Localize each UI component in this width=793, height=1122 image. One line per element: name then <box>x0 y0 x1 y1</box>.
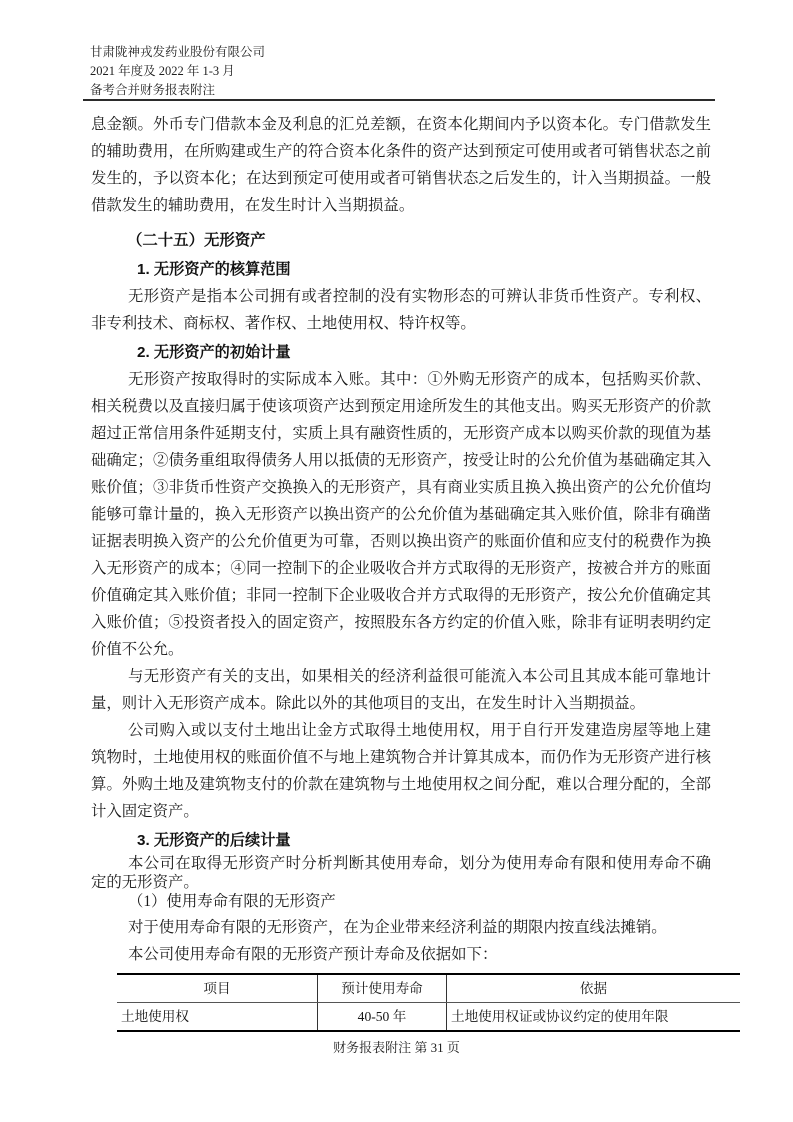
paragraph-useful-life: 本公司在取得无形资产时分析判断其使用寿命，划分为使用寿命有限和使用寿命不确定的无形资产。 <box>91 855 711 891</box>
list-item-finite-life: （1）使用寿命有限的无形资产 <box>127 893 336 910</box>
column-header-item: 项目 <box>117 974 318 1003</box>
useful-life-table <box>117 973 740 1032</box>
paragraph-table-intro: 本公司使用寿命有限的无形资产预计寿命及依据如下： <box>127 946 498 963</box>
paragraph-land-use-right: 公司购入或以支付土地出让金方式取得土地使用权，用于自行开发建造房屋等地上建筑物时，土地使用权的账面价值不与地上建筑物合并计算其成本，而仍作为无形资产进行核算。外购土地及建筑物支付的价款在建筑物与土地使用权之间分配，难以合理分配的，全部计入固定资产。 <box>91 722 711 820</box>
column-header-life: 预计使用寿命 <box>318 974 447 1003</box>
header-doc-title: 备考合并财务报表附注 <box>90 83 216 97</box>
subsection-heading-1: 1. 无形资产的核算范围 <box>137 261 291 278</box>
paragraph-carryover: 息金额。外币专门借款本金及利息的汇兑差额，在资本化期间内予以资本化。专门借款发生的辅助费用，在所购建或生产的符合资本化条件的资产达到预定可使用或者可销售状态之前发生的，予以资本化；在达到预定可使用或者可销售状态之后发生的，计入当期损益。一般借款发生的辅助费用，在发生时计入当期损益。 <box>91 116 711 214</box>
header-company-name: 甘肃陇神戎发药业股份有限公司 <box>90 45 266 59</box>
document-body <box>91 101 711 1032</box>
page-footer <box>0 1039 793 1057</box>
section-heading-25: （二十五）无形资产 <box>127 232 266 249</box>
footer-page-label: 财务报表附注 第 31 页 <box>333 1040 460 1055</box>
page-header <box>90 43 265 100</box>
column-header-basis: 依据 <box>447 974 741 1003</box>
subsection-heading-3: 3. 无形资产的后续计量 <box>137 832 291 849</box>
paragraph-straight-line: 对于使用寿命有限的无形资产，在为企业带来经济利益的期限内按直线法摊销。 <box>127 919 667 936</box>
paragraph-initial-measurement: 无形资产按取得时的实际成本入账。其中：①外购无形资产的成本，包括购买价款、相关税费以及直接归属于使该项资产达到预定用途所发生的其他支出。购买无形资产的价款超过正常信用条件延期支付，实质上具有融资性质的，无形资产成本以购买价款的现值为基础确定；②债务重组取得债务人用以抵债的无形资产，按受让时的公允价值为基础确定其入账价值；③非货币性资产交换换入的无形资产，具有商业实质且换入换出资产的公允价值均能够可靠计量的，换入无形资产以换出资产的公允价值为基础确定其入账价值，除非有确凿证据表明换入资产的公允价值更为可靠，否则以换出资产的账面价值和应支付的税费作为换入无形资产的成本；④同一控制下的企业吸收合并方式取得的无形资产，按被合并方的账面价值确定其入账价值；非同一控制下企业吸收合并方式取得的无形资产，按公允价值确定其入账价值；⑤投资者投入的固定资产，按照股东各方约定的价值入账，除非有证明表明约定价值不公允。 <box>91 371 711 658</box>
table-row <box>117 1003 740 1032</box>
paragraph-related-expense: 与无形资产有关的支出，如果相关的经济利益很可能流入本公司且其成本能可靠地计量，则计入无形资产成本。除此以外的其他项目的支出，在发生时计入当期损益。 <box>91 668 711 712</box>
cell-item: 土地使用权 <box>117 1003 318 1032</box>
cell-basis: 土地使用权证或协议约定的使用年限 <box>451 1009 669 1024</box>
subsection-heading-2: 2. 无形资产的初始计量 <box>137 344 291 361</box>
table-header-row <box>117 974 740 1003</box>
header-report-period: 2021 年度及 2022 年 1-3 月 <box>90 64 235 78</box>
paragraph-scope: 无形资产是指本公司拥有或者控制的没有实物形态的可辨认非货币性资产。专利权、非专利技术、商标权、著作权、土地使用权、特许权等。 <box>91 288 711 332</box>
cell-life: 40-50 年 <box>318 1003 447 1032</box>
